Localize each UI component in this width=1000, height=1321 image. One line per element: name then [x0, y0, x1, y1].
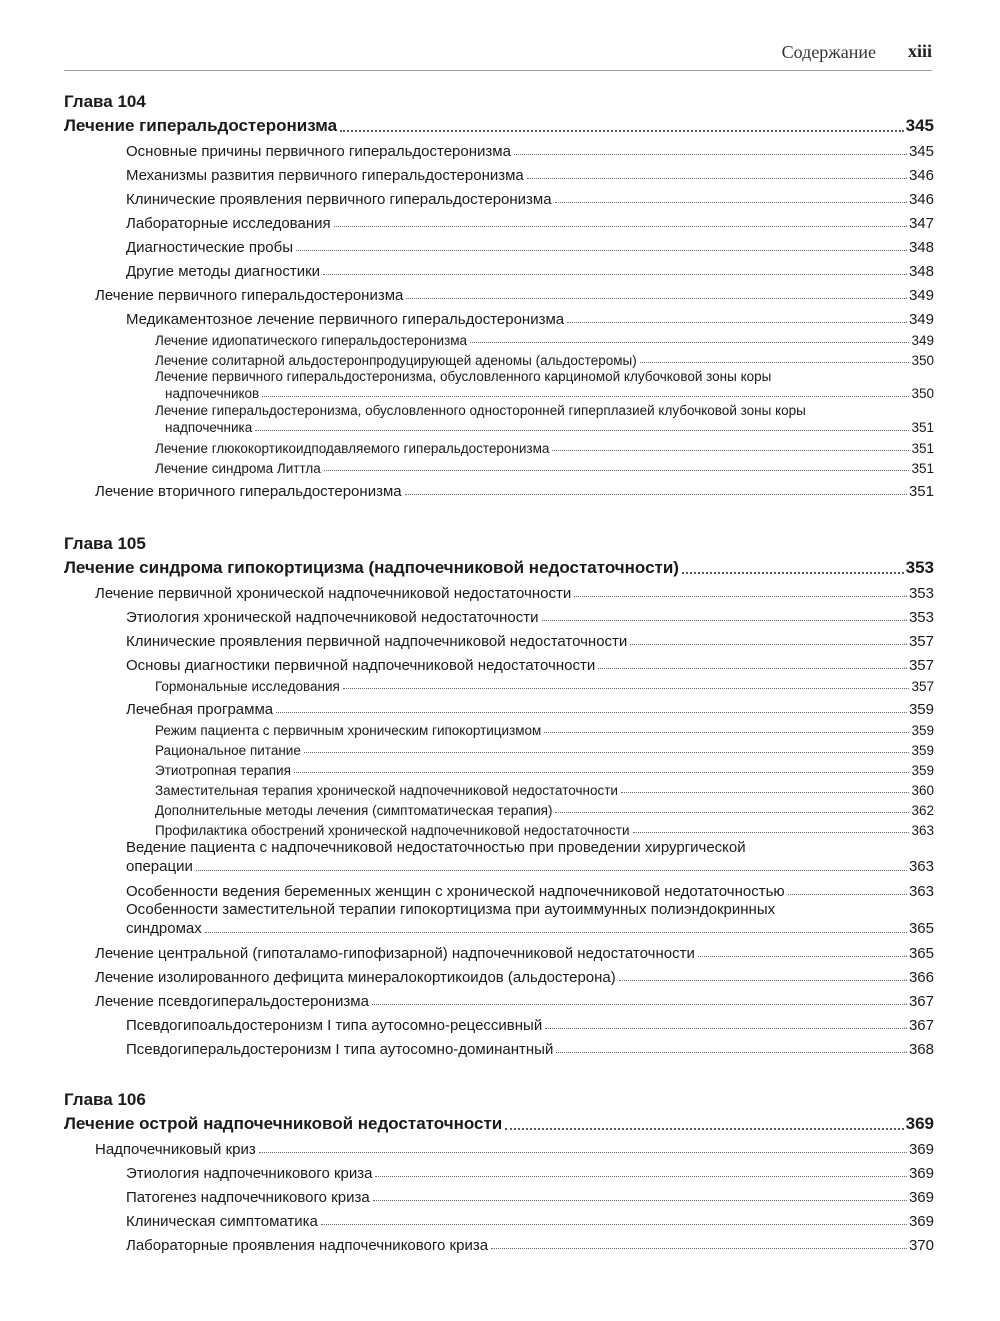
entry-title: Дополнительные методы лечения (симптоматическая терапия) — [155, 803, 553, 818]
chapter-105 — [64, 534, 934, 1058]
dot-leader — [405, 494, 907, 495]
entry-title: Особенности заместительной терапии гипокортицизма при аутоиммунных полиэндокринных — [126, 901, 776, 918]
dot-leader — [544, 732, 909, 733]
page-number: 369 — [908, 1213, 934, 1230]
page-number: 353 — [905, 558, 934, 577]
entry-title: Медикаментозное лечение первичного гиперальдостеронизма — [126, 311, 565, 328]
toc-entry[interactable] — [64, 778, 934, 798]
page-number: 351 — [911, 441, 934, 456]
toc-entry[interactable] — [64, 280, 934, 304]
page-number: 359 — [911, 763, 934, 778]
entry-title: Лечение вторичного гиперальдостеронизма — [95, 483, 402, 500]
chapter-title: Лечение острой надпочечниковой недостаточности — [64, 1114, 503, 1133]
running-head — [64, 36, 932, 71]
page-number: 351 — [911, 420, 934, 435]
entry-title: Рациональное питание — [155, 743, 301, 758]
dot-leader — [372, 1004, 907, 1005]
entry-title: Лечение глюкокортикоидподавляемого гиперальдостеронизма — [155, 441, 550, 456]
entry-title: Режим пациента с первичным хроническим гипокортицизмом — [155, 723, 542, 738]
toc-entry[interactable] — [64, 694, 934, 718]
page-number: 357 — [911, 679, 934, 694]
dot-leader — [514, 154, 907, 155]
chapter-title: Лечение синдрома гипокортицизма (надпочечниковой недостаточности) — [64, 558, 679, 577]
dot-leader — [340, 130, 904, 132]
dot-leader — [633, 832, 910, 833]
entry-title: Клинические проявления первичного гиперальдостеронизма — [126, 191, 552, 208]
entry-title: Лечение идиопатического гиперальдостеронизма — [155, 333, 468, 348]
page-number: 345 — [908, 143, 934, 160]
page-number: 353 — [908, 585, 934, 602]
page-number: 357 — [908, 633, 934, 650]
dot-leader — [375, 1176, 907, 1177]
dot-leader — [470, 342, 909, 343]
page-number: 351 — [911, 461, 934, 476]
dot-leader — [555, 202, 907, 203]
toc-entry[interactable] — [64, 348, 934, 368]
dot-leader — [323, 274, 907, 275]
toc-entry[interactable] — [64, 962, 934, 986]
page-number: 359 — [908, 701, 934, 718]
dot-leader — [640, 362, 910, 363]
entry-title: Лечение центральной (гипоталамо-гипофизарной) надпочечниковой недостаточности — [95, 945, 695, 962]
dot-leader — [304, 752, 910, 753]
page-number: 346 — [908, 167, 934, 184]
toc-entry[interactable] — [64, 758, 934, 778]
entry-title: Надпочечниковый криз — [95, 1141, 256, 1158]
entry-title: Этиология надпочечникового криза — [126, 1165, 373, 1182]
toc-entry[interactable] — [64, 232, 934, 256]
dot-leader — [262, 396, 909, 397]
entry-title-continued: надпочечников — [165, 386, 260, 401]
entry-title: Особенности ведения беременных женщин с хронической надпочечниковой недотаточностью — [126, 883, 785, 900]
page-number: 368 — [908, 1041, 934, 1058]
toc-entry[interactable] — [64, 476, 934, 500]
entry-title: Клинические проявления первичной надпочечниковой недостаточности — [126, 633, 628, 650]
toc-entry[interactable] — [64, 1034, 934, 1058]
entry-title: Лечение гиперальдостеронизма, обусловленного односторонней гиперплазией клубочковой зоны коры — [155, 403, 806, 418]
toc-entry[interactable] — [64, 402, 934, 436]
chapter-title-entry[interactable] — [64, 1110, 934, 1134]
page-number: 347 — [908, 215, 934, 232]
dot-leader — [698, 956, 907, 957]
toc-entry[interactable] — [64, 626, 934, 650]
page-number: 365 — [908, 920, 934, 937]
entry-title: Лечение солитарной альдостеронпродуцирующей аденомы (альдостеромы) — [155, 353, 637, 368]
dot-leader — [321, 1224, 907, 1225]
entry-title-continued: операции — [126, 858, 193, 875]
entry-title: Патогенез надпочечникового криза — [126, 1189, 370, 1206]
dot-leader — [255, 430, 909, 431]
page-number: 345 — [905, 116, 934, 135]
running-head-title: Содержание — [781, 42, 876, 62]
toc-entry[interactable] — [64, 160, 934, 184]
entry-title: Этиология хронической надпочечниковой недостаточности — [126, 609, 539, 626]
toc-entry[interactable] — [64, 602, 934, 626]
dot-leader — [682, 572, 904, 574]
dot-leader — [630, 644, 907, 645]
entry-title: Лечебная программа — [126, 701, 274, 718]
page-number: 348 — [908, 263, 934, 280]
entry-title: Гормональные исследования — [155, 679, 340, 694]
toc-entry[interactable] — [64, 1134, 934, 1158]
dot-leader — [567, 322, 907, 323]
page-number: 351 — [908, 483, 934, 500]
dot-leader — [621, 792, 910, 793]
dot-leader — [491, 1248, 907, 1249]
chapter-label: Глава 104 — [64, 92, 146, 111]
toc-entry[interactable] — [64, 1206, 934, 1230]
entry-title: Основы диагностики первичной надпочечниковой недостаточности — [126, 657, 596, 674]
entry-title: Лабораторные проявления надпочечникового криза — [126, 1237, 489, 1254]
page-number: 350 — [911, 353, 934, 368]
chapter-label: Глава 105 — [64, 534, 146, 553]
dot-leader — [259, 1152, 907, 1153]
toc-entry[interactable] — [64, 718, 934, 738]
page-number: 349 — [911, 333, 934, 348]
toc-entry[interactable] — [64, 1158, 934, 1182]
dot-leader — [542, 620, 907, 621]
toc-entry[interactable] — [64, 1230, 934, 1254]
page-number: 367 — [908, 993, 934, 1010]
dot-leader — [555, 812, 909, 813]
entry-title: Лечение первичной хронической надпочечниковой недостаточности — [95, 585, 572, 602]
page-number: 346 — [908, 191, 934, 208]
toc-entry[interactable] — [64, 1010, 934, 1034]
entry-title-continued: синдромах — [126, 920, 202, 937]
chapter-104 — [64, 92, 934, 500]
page-number: 370 — [908, 1237, 934, 1254]
entry-title: Механизмы развития первичного гиперальдостеронизма — [126, 167, 524, 184]
page-number: 366 — [908, 969, 934, 986]
page-number: 349 — [908, 287, 934, 304]
page-number: 365 — [908, 945, 934, 962]
toc-entry[interactable] — [64, 938, 934, 962]
entry-title: Лечение первичного гиперальдостеронизма, обусловленного карциномой клубочковой зоны коры — [155, 369, 772, 384]
dot-leader — [788, 894, 907, 895]
entry-title: Лечение первичного гиперальдостеронизма — [95, 287, 404, 304]
toc-entry[interactable] — [64, 798, 934, 818]
toc-entry[interactable] — [64, 328, 934, 348]
dot-leader — [545, 1028, 907, 1029]
chapter-106 — [64, 1090, 934, 1254]
toc-entry[interactable] — [64, 304, 934, 328]
entry-title: Этиотропная терапия — [155, 763, 291, 778]
entry-title: Основные причины первичного гиперальдостеронизма — [126, 143, 511, 160]
toc-entry[interactable] — [64, 436, 934, 456]
dot-leader — [552, 450, 909, 451]
dot-leader — [406, 298, 907, 299]
page-number: 363 — [911, 823, 934, 838]
dot-leader — [296, 250, 907, 251]
toc-entry[interactable] — [64, 674, 934, 694]
page-number: 362 — [911, 803, 934, 818]
dot-leader — [574, 596, 907, 597]
entry-title-continued: надпочечника — [165, 420, 253, 435]
entry-title: Профилактика обострений хронической надпочечниковой недостаточности — [155, 823, 630, 838]
entry-title: Псевдогиперальдостеронизм I типа аутосомно-доминантный — [126, 1041, 554, 1058]
dot-leader — [196, 870, 907, 871]
entry-title: Другие методы диагностики — [126, 263, 321, 280]
dot-leader — [294, 772, 910, 773]
page-number: 369 — [905, 1114, 934, 1133]
dot-leader — [324, 470, 910, 471]
entry-title: Лечение изолированного дефицита минералокортикоидов (альдостерона) — [95, 969, 616, 986]
toc-entry[interactable] — [64, 818, 934, 838]
page-number: 349 — [908, 311, 934, 328]
toc-entry[interactable] — [64, 838, 934, 876]
chapter-title-entry[interactable] — [64, 112, 934, 136]
toc-entry[interactable] — [64, 1182, 934, 1206]
page-number: 363 — [908, 858, 934, 875]
entry-title: Клиническая симптоматика — [126, 1213, 318, 1230]
toc-entry[interactable] — [64, 738, 934, 758]
toc-entry[interactable] — [64, 578, 934, 602]
dot-leader — [598, 668, 907, 669]
dot-leader — [276, 712, 907, 713]
toc-entry[interactable] — [64, 456, 934, 476]
page-number: 348 — [908, 239, 934, 256]
page-number: 353 — [908, 609, 934, 626]
entry-title: Заместительная терапия хронической надпочечниковой недостаточности — [155, 783, 618, 798]
dot-leader — [527, 178, 907, 179]
dot-leader — [505, 1128, 903, 1130]
toc-entry[interactable] — [64, 986, 934, 1010]
dot-leader — [619, 980, 907, 981]
dot-leader — [556, 1052, 907, 1053]
toc-entry[interactable] — [64, 256, 934, 280]
page-number: 357 — [908, 657, 934, 674]
entry-title: Лечение синдрома Литтла — [155, 461, 321, 476]
dot-leader — [205, 932, 907, 933]
page-number: 369 — [908, 1141, 934, 1158]
toc-entry[interactable] — [64, 650, 934, 674]
page-number: 367 — [908, 1017, 934, 1034]
running-head-page-number: xiii — [907, 41, 932, 61]
page-number: 360 — [911, 783, 934, 798]
chapter-label: Глава 106 — [64, 1090, 146, 1109]
page-number: 363 — [908, 883, 934, 900]
toc-entry[interactable] — [64, 136, 934, 160]
toc-entry[interactable] — [64, 184, 934, 208]
toc-entry[interactable] — [64, 368, 934, 402]
dot-leader — [334, 226, 907, 227]
chapter-title-entry[interactable] — [64, 554, 934, 578]
dot-leader — [373, 1200, 907, 1201]
page-number: 369 — [908, 1189, 934, 1206]
page-number: 369 — [908, 1165, 934, 1182]
toc-entry[interactable] — [64, 208, 934, 232]
toc-entry[interactable] — [64, 900, 934, 938]
entry-title: Диагностические пробы — [126, 239, 294, 256]
chapter-title: Лечение гиперальдостеронизма — [64, 116, 338, 135]
entry-title: Псевдогипоальдостеронизм I типа аутосомно-рецессивный — [126, 1017, 543, 1034]
entry-title: Лабораторные исследования — [126, 215, 331, 232]
page-number: 350 — [911, 386, 934, 401]
entry-title: Лечение псевдогиперальдостеронизма — [95, 993, 369, 1010]
toc-entry[interactable] — [64, 876, 934, 900]
entry-title: Ведение пациента с надпочечниковой недостаточностью при проведении хирургической — [126, 839, 746, 856]
page-number: 359 — [911, 743, 934, 758]
page-number: 359 — [911, 723, 934, 738]
dot-leader — [343, 688, 910, 689]
